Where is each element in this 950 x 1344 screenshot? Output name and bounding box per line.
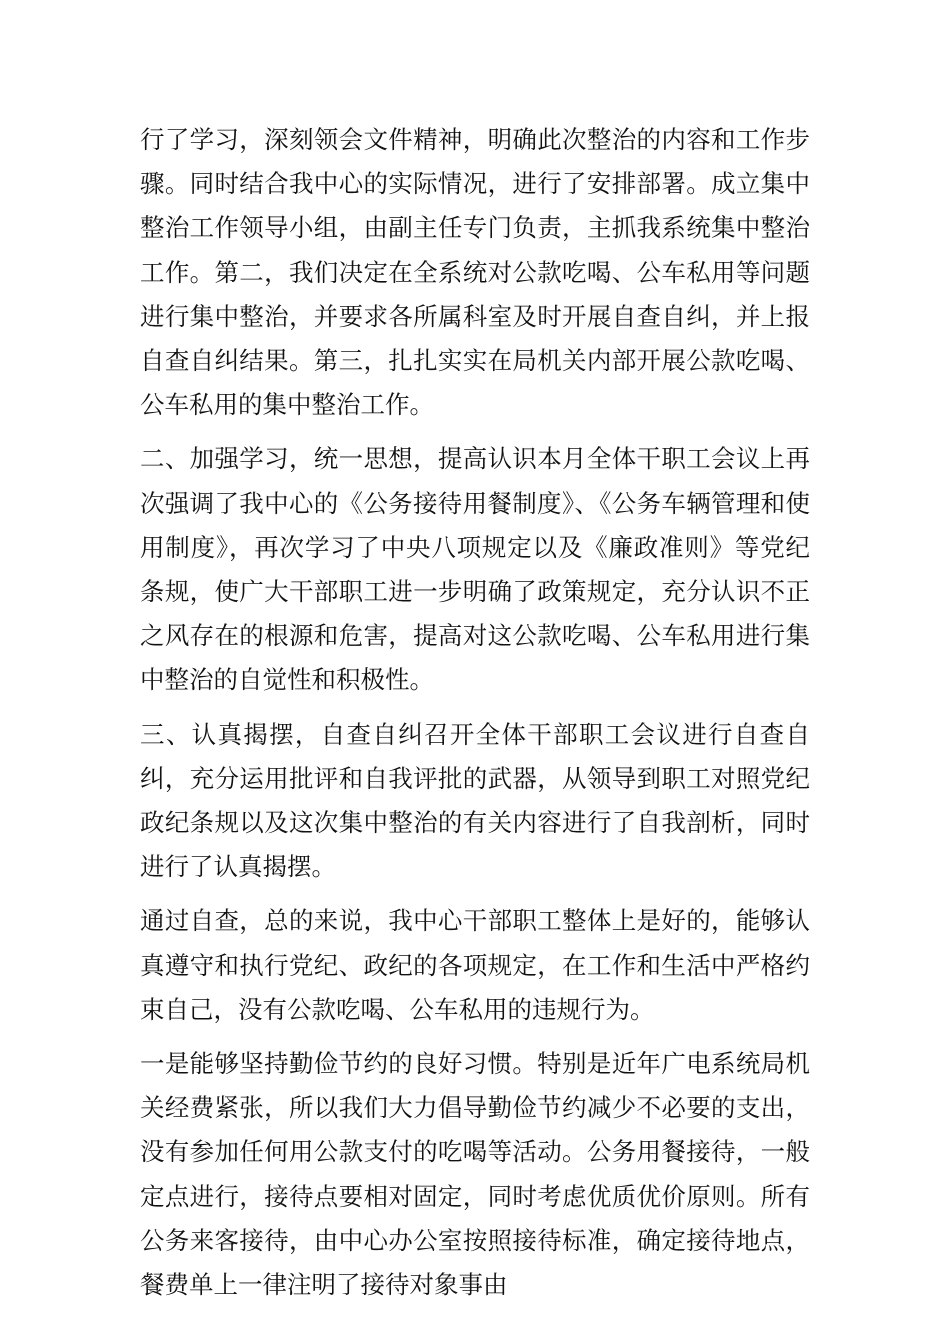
paragraph-3: 三、认真揭摆，自查自纠召开全体干部职工会议进行自查自纠，充分运用批评和自我评批的武器，从领导到职工对照党纪政纪条规以及这次集中整治的有关内容进行了自我剖析，同时进行了认真揭摆。	[140, 719, 810, 882]
paragraph-2: 二、加强学习，统一思想，提高认识本月全体干职工会议上再次强调了我中心的《公务接待用餐制度》、《公务车辆管理和使用制度》，再次学习了中央八项规定以及《廉政准则》等党纪条规，使广大干部职工进一步明确了政策规定，充分认识不正之风存在的根源和危害，提高对这公款吃喝、公车私用进行集中整治的自觉性和积极性。	[140, 444, 810, 695]
paragraph-1: 行了学习，深刻领会文件精神，明确此次整治的内容和工作步骤。同时结合我中心的实际情况，进行了安排部署。成立集中整治工作领导小组，由副主任专门负责，主抓我系统集中整治工作。第二，我们决定在全系统对公款吃喝、公车私用等问题进行集中整治，并要求各所属科室及时开展自查自纠，并上报自查自纠结果。第三，扎扎实实在局机关内部开展公款吃喝、公车私用的集中整治工作。	[140, 125, 810, 420]
paragraph-5: 一是能够坚持勤俭节约的良好习惯。特别是近年广电系统局机关经费紧张，所以我们大力倡导勤俭节约减少不必要的支出，没有参加任何用公款支付的吃喝等活动。公务用餐接待，一般定点进行，接待点要相对固定，同时考虑优质优价原则。所有公务来客接待，由中心办公室按照接待标准，确定接待地点，餐费单上一律注明了接待对象事由	[140, 1049, 810, 1300]
document-body	[140, 118, 810, 1317]
paragraph-4: 通过自查，总的来说，我中心干部职工整体上是好的，能够认真遵守和执行党纪、政纪的各项规定，在工作和生活中严格约束自己，没有公款吃喝、公车私用的违规行为。	[140, 906, 810, 1024]
